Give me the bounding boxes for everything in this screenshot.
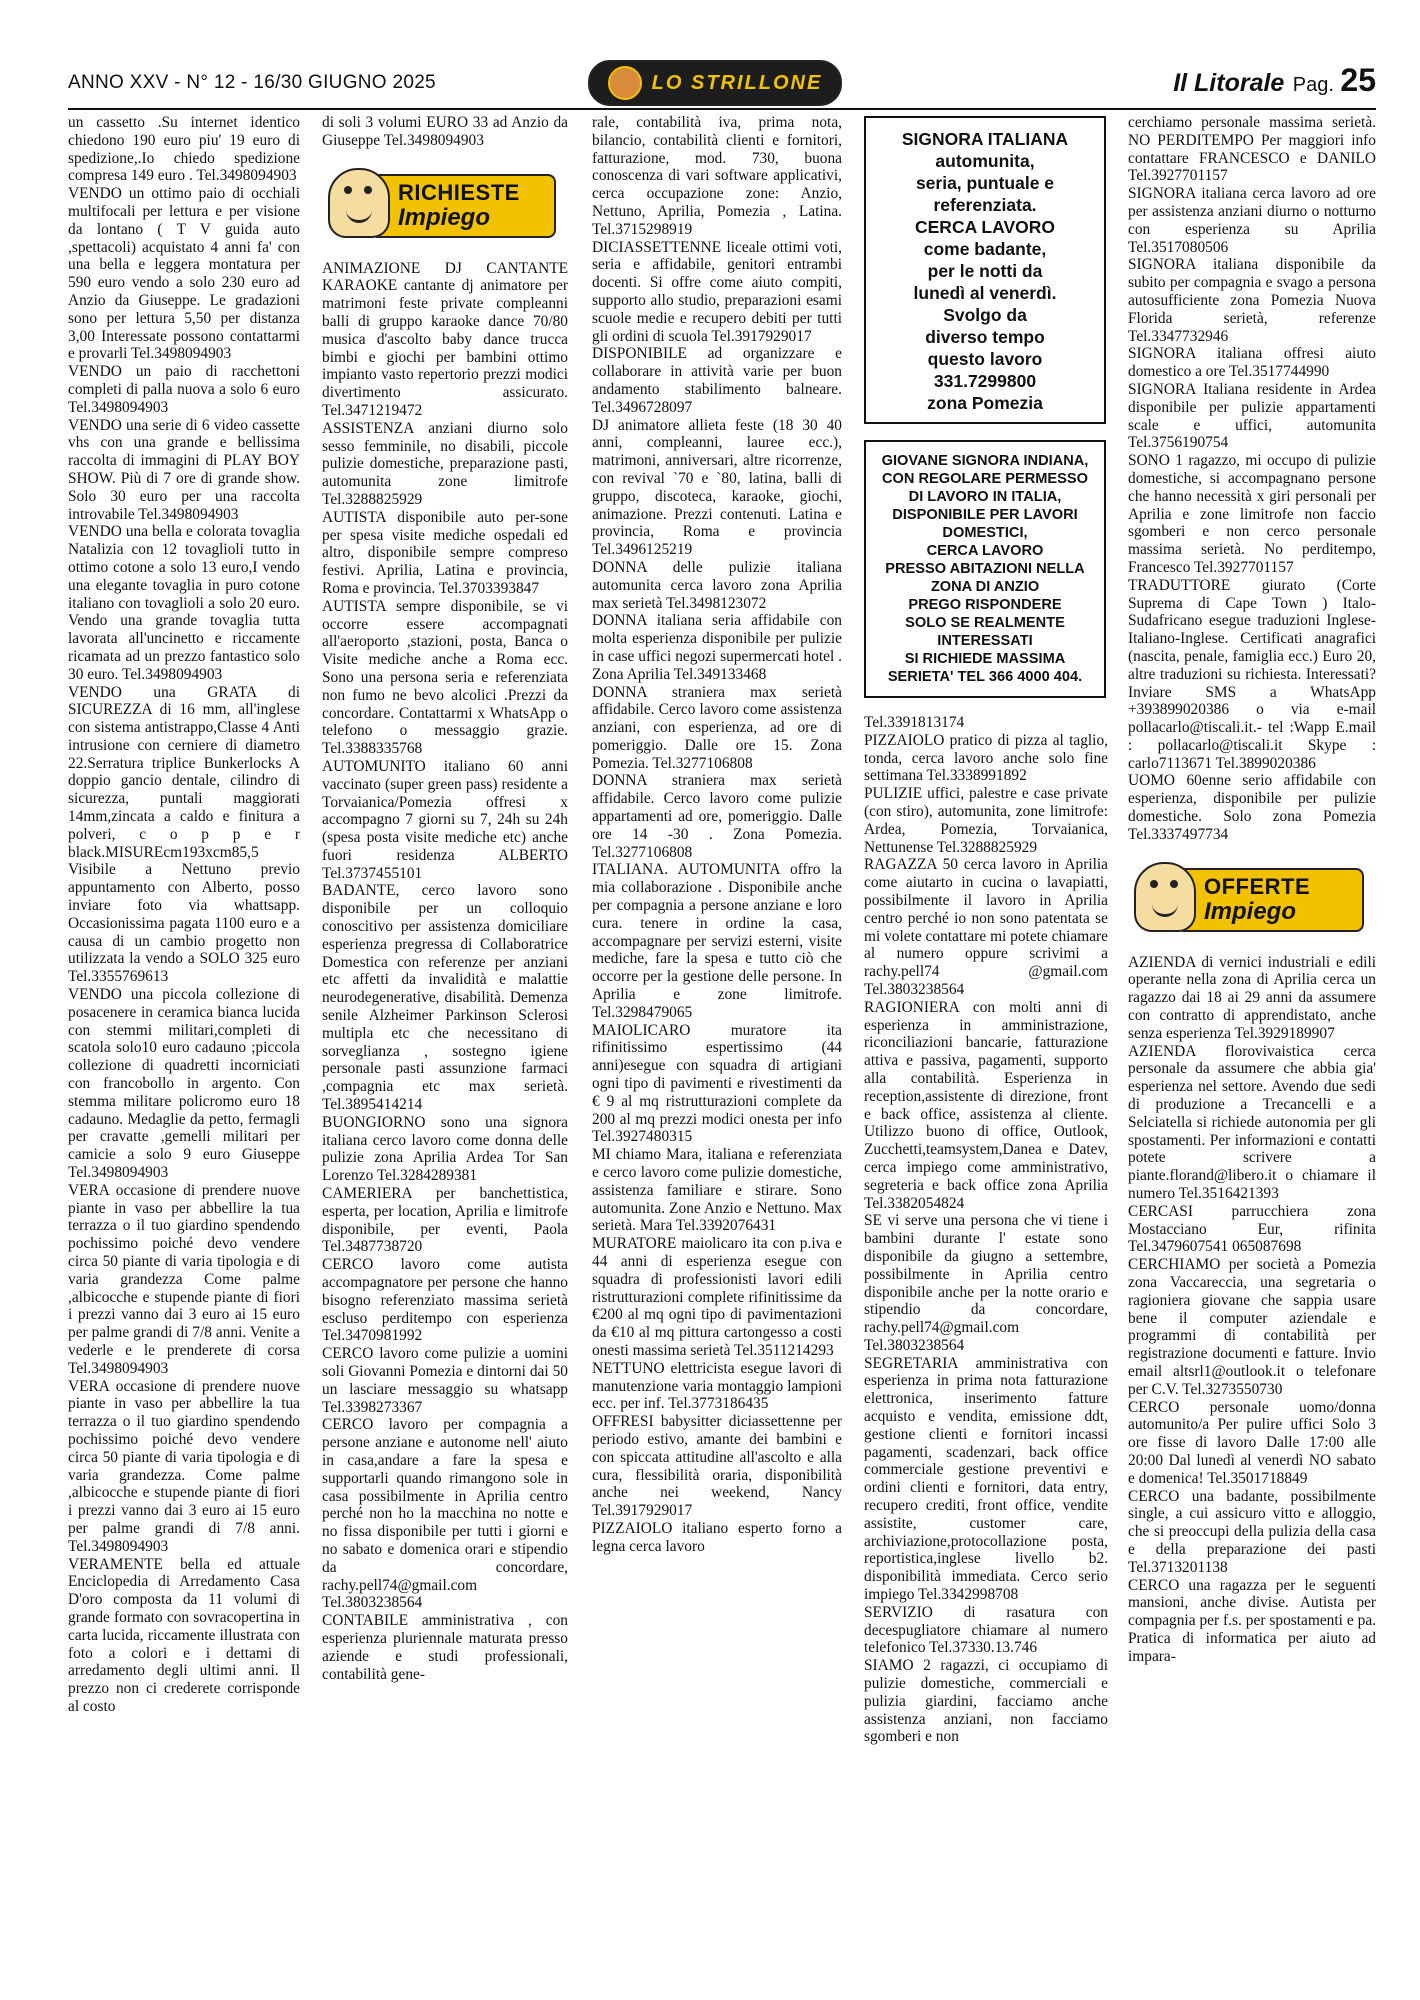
boxed-ad-line: CERCA LAVORO [915, 217, 1055, 237]
column-2-top-ads [322, 114, 568, 150]
boxed-ad-line: Svolgo da [943, 305, 1027, 325]
classified-ad: CERCO lavoro per compagnia a persone anziane e autonome nell' aiuto in casa,andare a fare la spesa e supportarli quando rimangono sole in casa possibilmente in Aprilia centro perché non ho la macchina no notte e no fissa disponibile per tutti i giorni e no sabato e domenica orari e stipendio da concordare, rachy.pell74@gmail.com Tel.3803238564 [322, 1416, 568, 1612]
classified-ad: CONTABILE amministrativa , con esperienza pluriennale maturata presso aziende e studi professionali, contabilità gene- [322, 1612, 568, 1683]
classified-ad: DONNA straniera max serietà affidabile. Cerco lavoro come pulizie appartamenti ad ore, pomeriggio. Dalle ore 14 -30 . Zona Pomezia. Tel.3277106808 [592, 772, 842, 861]
mascot-icon [328, 168, 390, 238]
classified-ad: MAIOLICARO muratore ita rifinitissimo espertissimo (44 anni)esegue con squadra di artigiani ogni tipo di pavimenti e rivestimenti da € 9 al mq ristrutturazioni complete da 200 al mq prezzi modici onesta per info Tel.3927480315 [592, 1021, 842, 1146]
classified-ad: un cassetto .Su internet identico chiedono 190 euro piu' 19 euro di spedizione,.Io chiedo spedizione compresa 149 euro . Tel.3498094903 [68, 114, 300, 185]
boxed-ad-line: seria, puntuale e [915, 173, 1055, 193]
mascot-icon [1134, 862, 1196, 932]
classified-ad: MURATORE maiolicaro ita con p.iva e 44 anni di esperienza esegue con squadra di professionisti lavori edili ristrutturazioni complete rifinitissime da €200 al mq ogni tipo di pavimentazioni da €10 al mq pittura cartongesso a costi onesti massima serietà Tel.3511214293 [592, 1235, 842, 1359]
classified-ad: SERVIZIO di rasatura con decespugliatore chiamare al numero telefonico Tel.37330.13.746 [864, 1603, 1108, 1657]
classified-ad: DONNA italiana seria affidabile con molta esperienza disponibile per pulizie in case uffici negozi supermercati hotel . Zona Aprilia Tel.349133468 [592, 612, 842, 683]
classified-ad: SE vi serve una persona che vi tiene i bambini durante l' estate sono disponibile da giugno a settembre, possibilmente in Aprilia centro disponibile anche per la notte orario e stipendio da concordare, rachy.pell74@gmail.com Tel.3803238564 [864, 1212, 1108, 1354]
column-1 [68, 114, 300, 1964]
boxed-ad-line: DOMESTICI, [942, 525, 1028, 541]
classified-ad: AZIENDA di vernici industriali e edili operante nella zona di Aprilia cerca un ragazzo dai 18 ai 29 anni da assumere con contratto di apprendistato, anche senza esperienza Tel.3929189907 [1128, 953, 1376, 1042]
offerte-impiego-label [1176, 868, 1364, 932]
classified-ad: VERAMENTE bella ed attuale Enciclopedia di Arredamento Casa D'oro composta da 11 volumi di grande formato con sovracopertina in carta lucida, riccamente illustrata con foto a colori e i dettami di arredamento degli ultimi anni. Il prezzo non ci crederete corrisponde al costo [68, 1555, 300, 1715]
boxed-ad-line: CERCA LAVORO [926, 543, 1044, 559]
classified-ad: cerchiamo personale massima serietà. NO PERDITEMPO Per maggiori info contattare FRANCESCO e DANILO Tel.3927701157 [1128, 114, 1376, 185]
signora-italiana-boxed-ad [864, 116, 1106, 424]
classified-ad: ITALIANA. AUTOMUNITA offro la mia collaborazione . Disponibile anche per compagnia a persone anziane e loro cura. tenere in ordine la casa, accompagnare per servizi esterni, visite mediche, fare la spesa e tutto ciò che occorre per la gestione delle persone. In Aprilia e zone limitrofe. Tel.3298479065 [592, 861, 842, 1021]
classified-ad: SIGNORA italiana offresi aiuto domestico a ore Tel.3517744990 [1128, 345, 1376, 381]
classified-ad: VERA occasione di prendere nuove piante in vaso per abbellire la tua terrazza o il tuo giardino spendendo pochissimo poiché devo vendere circa 50 piante di varia tipologia e di varia grandezza. Come palme ,albicocche e stupende piante di fiori i prezzi vanno dai 3 euro ai 15 euro per palme grandi di 7/8 anni. Tel.3498094903 [68, 1377, 300, 1555]
boxed-ad-line: lunedì al venerdì. [913, 283, 1057, 303]
column-4 [864, 114, 1108, 1964]
classified-ad: OFFRESI babysitter diciassettenne per periodo estivo, amante dei bambini e con spiccata attitudine all'ascolto e alla cura, flessibilità oraria, disponibilità anche nei weekend, Nancy Tel.3917929017 [592, 1413, 842, 1520]
classified-ad: CERCO lavoro come pulizie a uomini soli Giovanni Pomezia e dintorni dai 50 un lasciare messaggio su whatsapp Tel.3398273367 [322, 1345, 568, 1416]
classified-ad: ANIMAZIONE DJ CANTANTE KARAOKE cantante dj animatore per matrimoni feste private compleanni balli di gruppo karaoke dance 70/80 musica d'ascolto baby dance trucca bimbi e giochi per bambini ottimo impianto vasto repertorio prezzi modici divertimento assicurato. Tel.3471219472 [322, 259, 568, 419]
classified-ad: AUTISTA sempre disponibile, se vi occorre essere accompagnati all'aeroporto ,stazioni, posta, Banca o Visite mediche anche a Roma ecc. Sono una persona seria e referenziata non fumo ne bevo alcolici .Prezzi da concordare. Contattarmi x WhatsApp o telefono o messaggio grazie. Tel.3388335768 [322, 597, 568, 758]
classified-ad: CERCHIAMO per società a Pomezia zona Vaccareccia, una segretaria o ragioniera giovane che sappia usare bene il computer aziendale e programmi di contabilità per registrazione documenti e fatture. Invio email altsrl1@outlook.it o telefonare per C.V. Tel.3273550730 [1128, 1256, 1376, 1398]
classified-ad: TRADUTTORE giurato (Corte Suprema di Cape Town ) Italo-Sudafricano esegue traduzioni Inglese-Italiano-Inglese. Certificati anagrafici (nascita, penale, famiglia ecc.) Euro 20, altre traduzioni su richiesta. Interessati? Inviare SMS a WhatsApp +393899020386 o via e-mail pollacarlo@tiscali.it.- tel :Wapp E.mail : pollacarlo@tiscali.it Skype : carlo7113671 Tel.3899020386 [1128, 576, 1376, 772]
boxed-ad-line: 331.7299800 [933, 371, 1037, 391]
classified-ad: VENDO una bella e colorata tovaglia Natalizia con 12 tovaglioli tutto in ottimo cotone a solo 13 euro,I vendo una elegante tovaglia in puro cotone italiano con tovaglioli a solo 20 euro. Vendo una grande tovaglia tutta lavorata all'uncinetto e riccamente ricamata ad un prezzo fantastico solo 30 euro. Tel.3498094903 [68, 523, 300, 683]
classified-ad: Tel.3391813174 [864, 714, 965, 731]
classified-ad: RAGAZZA 50 cerca lavoro in Aprilia come aiutarto in cucina o lavapiatti, possibilmente il lavoro in Aprilia centro perché io non sono patentata se mi volete contattare mi potete chiamare al numero oppure scrivimi a rachy.pell74 @gmail.com Tel.3803238564 [864, 856, 1108, 998]
classified-ad: ASSISTENZA anziani diurno solo sesso femminile, no disabili, piccole pulizie domestiche, preparazione pasti, automunita zone limitrofe Tel.3288825929 [322, 419, 568, 508]
classified-ad: AZIENDA florovivaistica cerca personale da assumere che abbia gia' esperienza nel settore. Avendo due sedi di produzione a Trecancelli e a Selciatella si richiede autonomia per gli spostamenti. Per informazioni e contatti potete scrivere a piante.florand@libero.it o chiamare il numero Tel.3516421393 [1128, 1042, 1376, 1203]
boxed-ad-line: questo lavoro [927, 349, 1043, 369]
richieste-label-line2: Impiego [398, 203, 491, 231]
mascot-icon [608, 66, 642, 100]
classified-ad: SIGNORA Italiana residente in Ardea disponibile per pulizie appartamenti scale e uffici, automunita Tel.3756190754 [1128, 380, 1376, 452]
classified-ad: rale, contabilità iva, prima nota, bilancio, contabilità clienti e fornitori, fatturazione, mod. 730, buona conoscenza di vari software applicativi, cerca occupazione zone: Anzio, Nettuno, Aprilia, Pomezia , Latina. Tel.3715298919 [592, 114, 842, 238]
offerte-label-line1: OFFERTE [1204, 873, 1311, 899]
column-5-offer-ads [1128, 954, 1376, 1666]
classified-ad: CERCO personale uomo/donna automunito/a Per pulire uffici Solo 3 ore fisse di lavoro Dalle 17:00 alle 20:00 Dal lunedì al venerdì NO sabato e domenica! Tel.3501718849 [1128, 1398, 1376, 1487]
classified-ad: VENDO un ottimo paio di occhiali multifocali per lettura e per visione da lontano ( T V guida auto ,spettacoli) acquistato 4 anni fa' con una bella e leggera montatura per 590 euro vendo a solo 230 euro ad Anzio da Giuseppe. Le gradazioni sono per lettura 5,50 per distanza 3,00 Interessate possono contattarmi e provarli Tel.3498094903 [68, 185, 300, 363]
boxed-ad-line: ZONA DI ANZIO [930, 579, 1040, 595]
classified-ad: RAGIONIERA con molti anni di esperienza in amministrazione, riconciliazioni bancarie, fatturazione attiva e passiva, pagamenti, supporto alla contabilità. Esperienza in reception,assistente di direzione, front e back office, assistenza al cliente. Utilizzo buono di office, Outlook, Zucchetti,teamsystem,Danea e Datev, cerca impiego come amministrativo, segreteria e back office zona Aprilia Tel.3382054824 [864, 998, 1108, 1212]
column-5 [1128, 114, 1376, 1964]
page-header [68, 62, 1376, 104]
offerte-impiego-badge [1128, 860, 1376, 936]
classified-ad: DJ animatore allieta feste (18 30 40 anni, compleanni, lauree ecc.), matrimoni, anniversari, altre ricorrenze, con revival `70 e `80, latina, balli di gruppo, discoteca, karaoke, giochi, animazione. Prezzi contenuti. Latina e provincia, Roma e provincia Tel.3496125219 [592, 416, 842, 559]
classified-ad: VENDO una GRATA di SICUREZZA di 16 mm, all'inglese con sistema antistrappo,Classe 4 Anti intrusione con cerniere di diametro 22.Serratura triplice Bunkerlocks A doppio gancio dentale, cilindro di sicurezza, puntali maggiorati 14mm,zincata a caldo e finitura a polveri, c o p p e r black.MISUREcm193xcm85,5 Visibile a Nettuno previo appuntamento con Alberto, posso inviare foto via whattsapp. Occasionissima pagata 1100 euro e a causa di un cambio progetto non utilizzata la vendo a SOLO 325 euro Tel.3355769613 [68, 683, 300, 986]
classified-ad: PIZZAIOLO italiano esperto forno a legna cerca lavoro [592, 1519, 842, 1555]
classified-ad: CERCO lavoro come autista accompagnatore per persone che hanno bisogno referenziato massima serietà escluso perditempo con esperienza Tel.3470981992 [322, 1256, 568, 1345]
column-3 [592, 114, 842, 1964]
page-number: 25 [1340, 62, 1376, 98]
page-label: Pag. [1292, 74, 1334, 96]
boxed-ad-line: referenziata. [933, 195, 1037, 215]
classified-ad: AUTOMUNITO italiano 60 anni vaccinato (super green pass) residente a Torvaianica/Pomezia offresi x accompagno 7 giorni su 7, 24h su 24h (spesa posta visite mediche etc) anche fuori residenza ALBERTO Tel.3737455101 [322, 757, 568, 882]
boxed-ad-line: SERIETA' TEL 366 4000 404. [887, 669, 1083, 685]
classified-ad: CERCO una badante, possibilmente single, a cui assicuro vitto e alloggio, che si preoccupi della pulizia della casa e della preparazione dei pasti Tel.3713201138 [1128, 1487, 1376, 1576]
column-4-ads [864, 714, 1108, 1746]
boxed-ad-line: automunita, [935, 151, 1035, 171]
classified-ad: DONNA delle pulizie italiana automunita cerca lavoro zona Aprilia max serietà Tel.3498123072 [592, 558, 842, 612]
richieste-impiego-label [370, 174, 556, 238]
boxed-ad-line: GIOVANE SIGNORA INDIANA, [881, 453, 1089, 469]
boxed-ad-line: come badante, [923, 239, 1047, 259]
logo-text: LO STRILLONE [651, 71, 823, 94]
classified-ad: VENDO un paio di racchettoni completi di palla nuova a solo 6 euro Tel.3498094903 [68, 363, 300, 416]
column-1-ads [68, 114, 300, 1716]
column-2 [322, 114, 568, 1964]
boxed-ad-line: DI LAVORO IN ITALIA, [908, 489, 1062, 505]
offerte-label-line2: Impiego [1204, 897, 1297, 925]
classified-ad: SEGRETARIA amministrativa con esperienza in prima nota fatturazione elettronica, inserimento fatture acquisto e vendita, emissione ddt, gestione clienti e fornitori incassi pagamenti, scadenzari, back office commerciale gestione preventivi e ordini clienti e fornitori, data entry, recupero crediti, front office, vendite assistite, customer care, archiviazione,protocollazione posta, reportistica,inglese livello b2. disponibilità immediata. Cerco serio impiego Tel.3342998708 [864, 1354, 1108, 1604]
classified-ad: DISPONIBILE ad organizzare e collaborare in attività varie per buon andamento stabilimento balneare. Tel.3496728097 [592, 345, 842, 416]
classified-ad: UOMO 60enne serio affidabile con esperienza, disponibile per pulizie domestiche. Solo zona Pomezia Tel.3337497734 [1128, 772, 1376, 843]
classified-ad: CERCO una ragazza per le seguenti mansioni, anche divise. Autista per compagnia per f.s. per spostamenti e pa. Pratica di informatica per aiuto ad impara- [1128, 1576, 1376, 1665]
classified-ad: SIGNORA italiana cerca lavoro ad ore per assistenza anziani diurno o notturno con esperienza su Aprilia Tel.3517080506 [1128, 185, 1376, 256]
classified-ad: BADANTE, cerco lavoro sono disponibile per un colloquio conoscitivo per assistenza domiciliare esperienza pregressa di Collaboratrice Domestica con referenze per anziani etc affetti da invalidità e malattie neurodegenerative, disabilità. Demenza senile Alzheimer Parkinson Sclerosi multipla etc che necessitano di sorveglianza , sostegno igiene personale pasti assunzione farmaci ,compagnia etc max serietà. Tel.3895414214 [322, 882, 568, 1114]
boxed-ad-line: SIGNORA ITALIANA [901, 129, 1069, 149]
column-3-ads [592, 114, 842, 1556]
classified-ad: DICIASSETTENNE liceale ottimi voti, seria e affidabile, genitori entrambi docenti. Si offre come aiuto compiti, supporto allo studio, preparazioni esami scuole medie e recupero debiti per tutti gli ordini di scuola Tel.3917929017 [592, 238, 842, 345]
boxed-ad-line: INTERESSATI [937, 633, 1033, 649]
classified-ad: PULIZIE uffici, palestre e case private (con stiro), automunita, zone limitrofe: Ardea, Pomezia, Torvaianica, Nettunense Tel.3288825929 [864, 785, 1108, 856]
classified-ad: SIGNORA italiana disponibile da subito per compagnia e svago a persona autosufficiente zona Pomezia Nuova Florida serietà, referenze Tel.3347732946 [1128, 256, 1376, 345]
page-indicator [1173, 62, 1376, 99]
boxed-ad-line: DISPONIBILE PER LAVORI [892, 507, 1078, 523]
classified-ad: DONNA straniera max serietà affidabile. Cerco lavoro come assistenza anziani, con esperienza, ad ore di pomeriggio. Dalle ore 15. Zona Pomezia. Tel.3277106808 [592, 683, 842, 772]
boxed-ad-line: zona Pomezia [927, 393, 1043, 413]
boxed-ad-line: SI RICHIEDE MASSIMA [904, 651, 1066, 667]
classified-ad: NETTUNO elettricista esegue lavori di manutenzione varia montaggio lampioni ecc. per inf. Tel.3773186435 [592, 1359, 842, 1413]
boxed-ad-line: diverso tempo [925, 327, 1045, 347]
classified-ad: CERCASI parrucchiera zona Mostacciano Eur, rifinita Tel.3479607541 065087698 [1128, 1202, 1376, 1256]
boxed-ad-line: SOLO SE REALMENTE [905, 615, 1065, 631]
classified-ad: SONO 1 ragazzo, mi occupo di pulizie domestiche, si accompagnano persone che hanno necessità x giri personali per Aprilia e zone limitrofe non faccio sgomberi e non cerco personale massima serietà. No perditempo, Francesco Tel.3927701157 [1128, 452, 1376, 576]
classified-ad: MI chiamo Mara, italiana e referenziata e cerco lavoro come pulizie domestiche, assistenza familiare e stirare. Sono automunita. Zone Anzio e Nettuno. Max serietà. Mara Tel.3392076431 [592, 1146, 842, 1235]
classified-ad: SIAMO 2 ragazzi, ci occupiamo di pulizie domestiche, commerciali e pulizia giardini, facciamo anche assistenza anziani, non facciamo sgomberi e non [864, 1657, 1108, 1746]
boxed-ad-line: per le notti da [927, 261, 1043, 281]
richieste-label-line1: RICHIESTE [398, 179, 520, 205]
column-5-ads [1128, 114, 1376, 844]
lo-strillone-logo [588, 60, 842, 106]
classified-ad: AUTISTA disponibile auto per-sone per spesa visite mediche ospedali ed altro, disponibile sempre compreso festivi. Aprilia, Latina e provincia, Roma e provincia. Tel.3703393847 [322, 508, 568, 597]
classified-ad: VENDO una piccola collezione di posacenere in ceramica bianca lucida con stemmi militari,completi di scatola solo10 euro cadauno ;piccola collezione di quadretti incorniciati con francobollo in argento. Con stemma militare policromo euro 18 cadauno. Medaglie da petto, fermagli per cravatte ,gemelli militari per camicie a solo 9 euro Giuseppe Tel.3498094903 [68, 986, 300, 1182]
classified-ad: CAMERIERA per banchettistica, esperta, per location, Aprilia e limitrofe disponibile, per eventi, Paola Tel.3487738720 [322, 1185, 568, 1256]
issue-line: ANNO XXV - N° 12 - 16/30 GIUGNO 2025 [68, 72, 436, 93]
boxed-ad-line: CON REGOLARE PERMESSO [882, 471, 1088, 487]
column-2-ads [322, 260, 568, 1684]
classified-ad: di soli 3 volumi EURO 33 ad Anzio da Giuseppe Tel.3498094903 [322, 114, 568, 149]
boxed-ad-line: PRESSO ABITAZIONI NELLA [885, 561, 1085, 577]
classified-ad: PIZZAIOLO pratico di pizza al taglio, tonda, cerca lavoro anche solo fine settimana Tel.3338991892 [864, 731, 1108, 785]
boxed-ad-line: PREGO RISPONDERE [908, 597, 1062, 613]
brand-name: Il Litorale [1173, 69, 1285, 97]
signora-indiana-boxed-ad [864, 440, 1106, 698]
header-rule [68, 108, 1376, 110]
classified-ad: VENDO una serie di 6 video cassette vhs con una grande e bellissima raccolta di immagini di PLAY BOY SHOW. Più di 7 ore di grande show. Solo 30 euro per una raccolta introvabile Tel.3498094903 [68, 416, 300, 523]
classified-ad: VERA occasione di prendere nuove piante in vaso per abbellire la tua terrazza o il tuo giardino spendendo pochissimo poiché devo vendere circa 50 piante di varia tipologia e di varia grandezza Come palme ,albicocche e stupende piante di fiori i prezzi vanno dai 3 euro ai 15 euro per palme grandi di 7/8 anni. Venite a vederle e le prenderete di corsa Tel.3498094903 [68, 1181, 300, 1377]
richieste-impiego-badge [322, 166, 568, 242]
classified-ad: BUONGIORNO sono una signora italiana cerco lavoro come donna delle pulizie zona Aprilia Ardea Tor San Lorenzo Tel.3284289381 [322, 1113, 568, 1185]
